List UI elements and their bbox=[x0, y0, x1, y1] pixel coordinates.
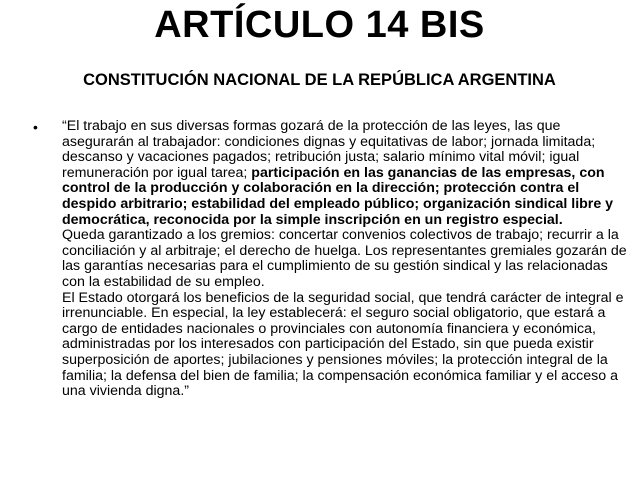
paragraph-1-bold: participación en las ganancias de las empresas, con control de la producción y colaboración en la dirección; protección contra el despido arbitrario; estabilidad del empleado público; organización sindical libre y democrática, reconocida por la simple inscripción en un registro especial. bbox=[62, 164, 614, 228]
article-text bbox=[62, 119, 628, 400]
paragraph-1-regular: “El trabajo en sus diversas formas gozará de la protección de las leyes, las que asegurarán al trabajador: condiciones dignas y equitativas de labor; jornada limitada; descanso y vacaciones pagados; retribución justa; salario mínimo vital móvil; igual remuneración por igual tarea; bbox=[62, 118, 596, 181]
bullet-marker: • bbox=[33, 119, 38, 135]
paragraph-2: Queda garantizado a los gremios: concertar convenios colectivos de trabajo; recurrir a la conciliación y al arbitraje; el derecho de huelga. Los representantes gremiales gozarán de las garantías necesarias para el cumplimiento de su gestión sindical y las relacionadas con la estabilidad de su empleo. bbox=[62, 227, 627, 290]
slide-title: ARTÍCULO 14 BIS bbox=[154, 4, 485, 46]
paragraph-3: El Estado otorgará los beneficios de la seguridad social, que tendrá carácter de integral e irrenunciable. En especial, la ley establecerá: el seguro social obligatorio, que estará a cargo de entidades nacionales o provinciales con autonomía financiera y económica, administradas por los interesados con participación del Estado, sin que pueda existir superposición de aportes; jubilaciones y pensiones móviles; la protección integral de la familia; la defensa del bien de familia; la compensación económica familiar y el acceso a una vivienda digna.” bbox=[62, 289, 624, 400]
slide-subtitle: CONSTITUCIÓN NACIONAL DE LA REPÚBLICA ARGENTINA bbox=[83, 71, 556, 89]
